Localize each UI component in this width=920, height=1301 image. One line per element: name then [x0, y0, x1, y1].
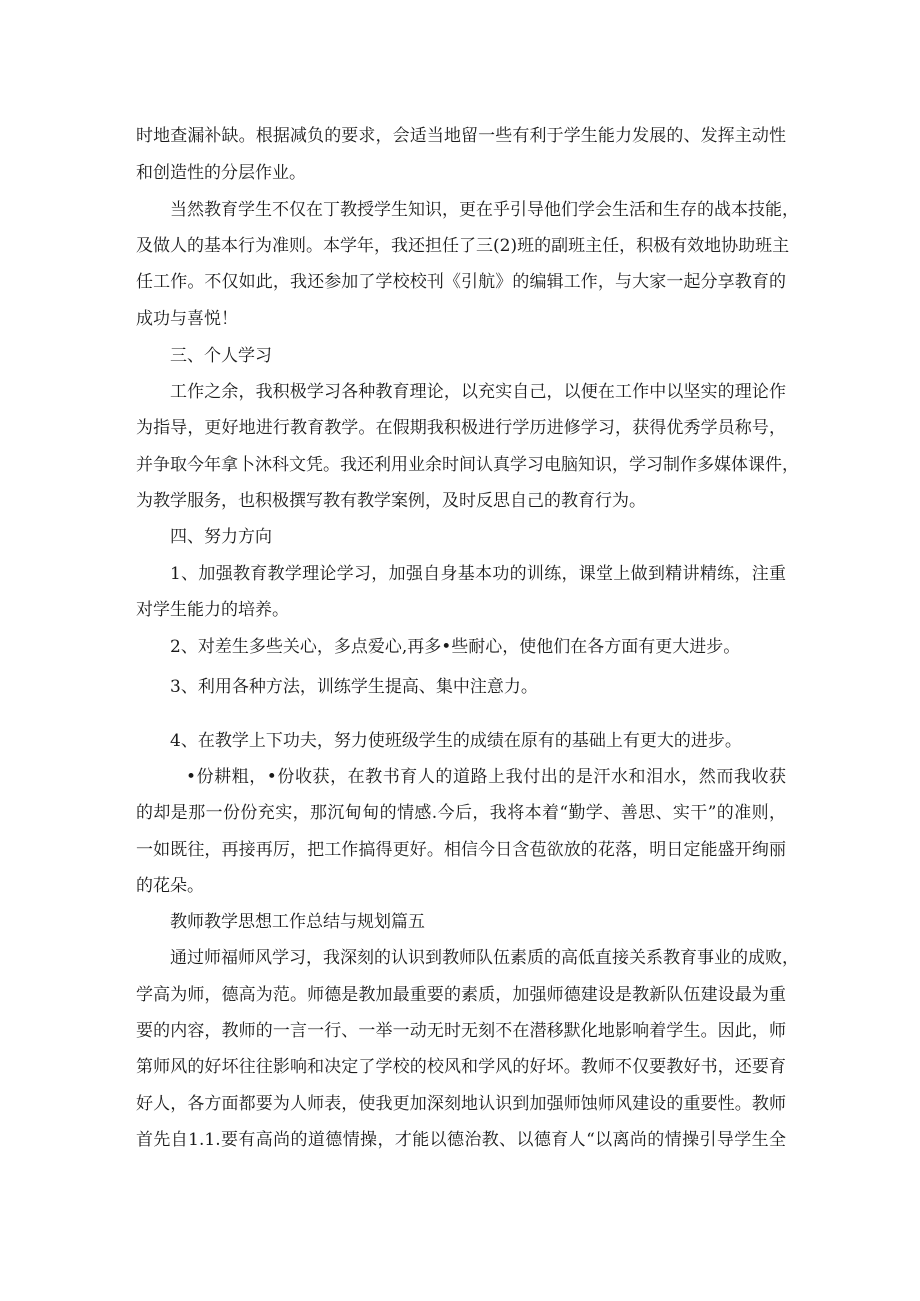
text-line: 好人，各方面都要为人师表，使我更加深刻地认识到加强师蚀师风建设的重要性。教师 — [136, 1094, 786, 1114]
text-line: 4、在教学上下功夫，努力使班级学生的成绩在原有的基础上有更大的进步。 — [170, 731, 742, 751]
text-line: 第师风的好坏往往影响和决定了学校的校风和学风的好坏。教师不仅要教好书，还要育 — [136, 1057, 786, 1077]
text-line: 时地查漏补缺。根据减负的要求，会适当地留一些有利于学生能力发展的、发挥主动性 — [136, 126, 786, 146]
text-line: 2、对差生多些关心，多点爱心,再多•些耐心，使他们在各方面有更大进步。 — [170, 637, 741, 657]
text-line: 工作之余，我积极学习各种教育理论，以充实自己，以便在工作中以坚实的理论作 — [170, 382, 786, 402]
text-line: 及做人的基本行为准则。本学年，我还担任了三(2)班的副班主任，积极有效地协助班主 — [136, 236, 790, 256]
text-line: 和创造性的分层作业。 — [136, 163, 306, 183]
text-line: 学高为师，德高为范。师德是教加最重要的素质，加强师德建设是教新队伍建设最为重 — [136, 985, 786, 1005]
text-line: 的却是那一份份充实，那沉甸甸的情感.今后，我将本着“勤学、善思、实干”的准则， — [136, 803, 786, 823]
text-line: •份耕粗，•份收获，在教书育人的道路上我付出的是汗水和泪水，然而我收获 — [186, 767, 786, 787]
text-line: 的花朵。 — [136, 876, 204, 896]
text-line: 1、加强教育教学理论学习，加强自身基本功的训练，课堂上做到精讲精练，注重 — [170, 564, 786, 584]
text-line: 为教学服务，也积极撰写教有教学案例，及时反思自己的教育行为。 — [136, 491, 646, 511]
text-line: 成功与喜悦！ — [136, 309, 238, 329]
text-line: 通过师福师风学习，我深刻的认识到教师队伍素质的高低直接关系教育事业的成败， — [170, 948, 799, 968]
section-heading: 三、个人学习 — [170, 346, 272, 366]
text-line: 首先自1.1.要有高尚的道德情操，才能以德治教、以德育人“以离尚的情操引导学生全 — [136, 1130, 786, 1150]
section-heading: 四、努力方向 — [170, 527, 272, 547]
text-line: 3、利用各种方法，训练学生提高、集中注意力。 — [170, 677, 538, 697]
text-line: 要的内容，教师的一言一行、一举一动无时无刻不在潜移默化地影响着学生。因此，师 — [136, 1021, 786, 1041]
text-line: 一如既往，再接再厉，把工作搞得更好。相信今日含苞欲放的花落，明日定能盛开绚丽 — [136, 840, 786, 860]
text-line: 当然教育学生不仅在丁教授学生知识，更在乎引导他们学会生活和生存的战本技能， — [170, 200, 799, 220]
text-line: 任工作。不仅如此，我还参加了学校校刊《引航》的编辑工作，与大家一起分享教育的 — [136, 272, 786, 292]
text-line: 对学生能力的培养。 — [136, 600, 289, 620]
text-line: 并争取今年拿卜沐科文凭。我还利用业余时间认真学习电脑知识，学习制作多媒体课件， — [136, 455, 799, 475]
text-line: 为指导，更好地进行教育教学。在假期我积极进行学历进修学习，获得优秀学员称号， — [136, 418, 786, 438]
section-heading: 教师教学思想工作总结与规划篇五 — [170, 912, 425, 932]
